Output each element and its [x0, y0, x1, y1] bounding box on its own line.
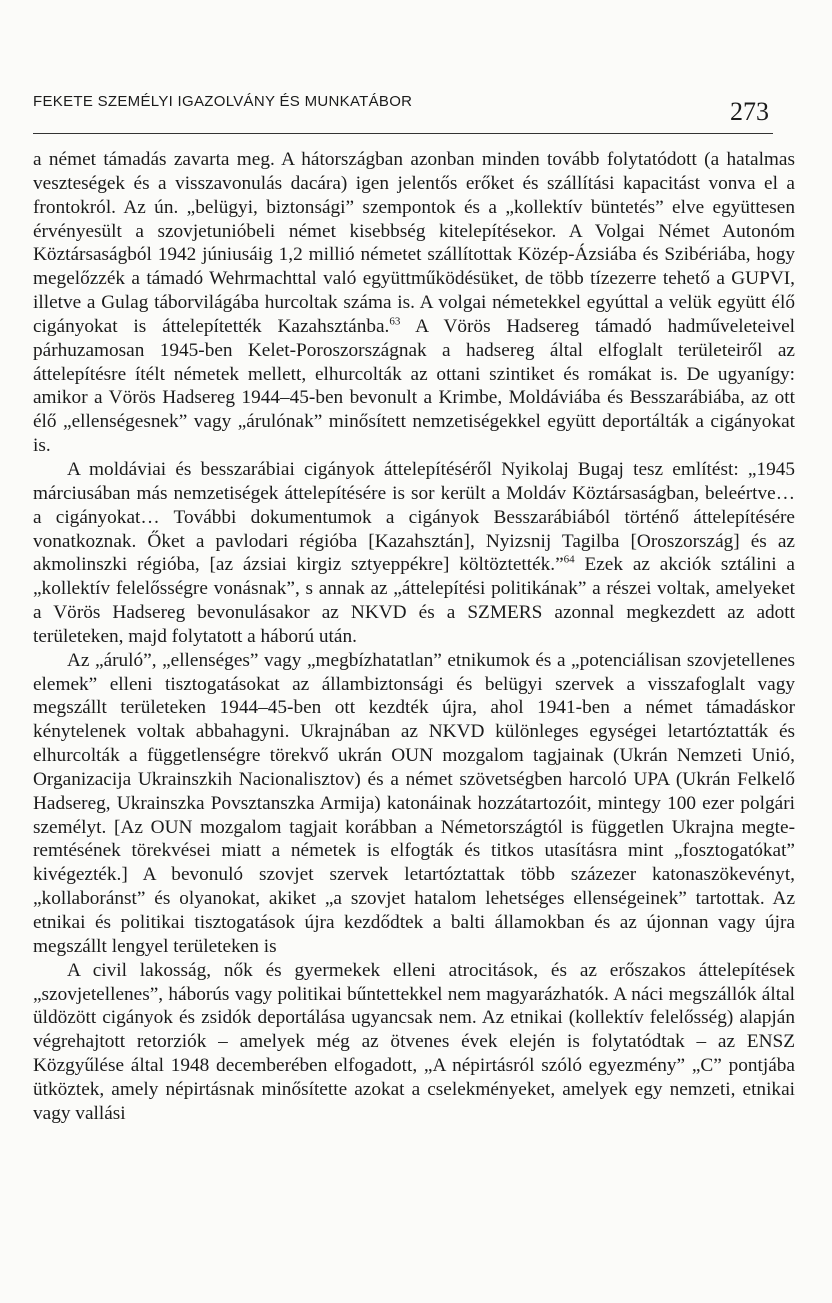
footnote-ref: 64: [563, 553, 575, 566]
running-header: [33, 93, 773, 134]
paragraph-text: A civil lakosság, nők és gyermekek elleni atrocitások, és az erőszakos áttelepítések „szovjetellenes”, háborús vagy politikai bűntettekkel nem magyarázhatók. A náci megszállók által üldözött cigányok és zsidók deportálása ugyancsak nem. Az etnikai (kollektív felelősség) alapján végrehajtott retorziók – amelyek még az ötvenes évek elején is folytatódtak – az ENSZ Közgyűlése által 1948 decemberében elfogadott, „A népirtásról szóló egyezmény” „C” pontjába ütköztek, amely népirtásnak minősítette azokat a cselekményeket, amelyek egy nemzeti, etnikai vagy vallási: [33, 959, 795, 1124]
running-title: FEKETE SZEMÉLYI IGAZOLVÁNY ÉS MUNKATÁBOR: [33, 93, 413, 110]
footnote-ref: 63: [389, 315, 401, 328]
paragraph: [33, 148, 795, 458]
paragraph-text: A Vörös Hadsereg támadó hadműveleteivel párhuzamosan 1945-ben Kelet-Poroszországnak a hadsereg által elfoglalt területeiről az áttelepítésre ítélt németek mellett, elhurcolták az ottani szintiket és romákat is. De ugyanígy: amikor a Vörös Hadsereg 1944–45-ben bevonult a Krimbe, Moldáviába és Besszarábiába, az ott élő „ellenségesnek” vagy „árulónak” minősített nemzetiségekkel együtt deportálták a cigányokat is.: [33, 315, 796, 457]
paragraph-text: Ezek az akciók sztálini a „kollektív felelősségre vonásnak”, s annak az „áttelepítési politikának” a részei voltak, amelyeket a Vörös Hadsereg bevonulásakor az NKVD és a SZMERS azonnal megkezdett az adott területeken, majd folytatott a háború után.: [33, 554, 795, 647]
paragraph-text: A moldáviai és besszarábiai cigányok áttelepítéséről Nyikolaj Bugaj tesz említést: „1945 márciusában más nemzetiségek áttelepítésére is sor került a Moldáv Köztársaságban, beleértve… a cigányokat… További dokumentumok a cigányok Besszarábiából történő áttelepítésére vonatkoznak. Őket a pavlodari régióba [Kazahsztán], Nyizsnij Tagilba [Oroszország] és az akmolinszki régióba, [az ázsiai kirgiz sztyeppékre] költöztették.”: [33, 458, 795, 576]
paragraph-text: a német támadás zavarta meg. A hátországban azonban minden tovább folytatódott (a hatalmas veszteségek és a visszavonulás dacára) igen jelentős erőket és szállítási kapacitást vonva el a frontokról. Az ún. „belügyi, biztonsági” szempontok és a „kollektív büntetés” elve együttesen érvényesült a szovjetunióbeli német kisebbség kitelepítésekor. A Volgai Német Autonóm Köztársaságból 1942 júniusáig 1,2 millió németet szállítottak Közép-Ázsiába és Szibériába, hogy megelőzzék a támadó Wehrmachttal való együttműködésüket, de több tízezerre tehető a GUPVI, illetve a Gulag táborvilágába hurcoltak száma is. A volgai németekkel egyúttal a velük együtt élő cigányokat is áttelepítették Kazahsztánba.: [33, 149, 795, 337]
body-text: [33, 148, 795, 1126]
paragraph: [33, 458, 795, 649]
paragraph: [33, 649, 795, 959]
paragraph: [33, 959, 795, 1126]
paragraph-text: Az „áruló”, „ellenséges” vagy „megbízhatatlan” etnikumok és a „potenciálisan szovjetellenes elemek” elleni tisztogatásokat az állambiztonsági és belügyi szervek a visszafoglalt vagy megszállt területeken 1944–45-ben ott kezdték újra, ahol 1941-ben a német támadáskor kénytelenek voltak abbahagyni. Ukrajnában az NKVD különleges egységei letartóztatták és elhurcolták a függetlenségre törekvő ukrán OUN mozgalom tagjainak (Ukrán Nemzeti Unió, Organizacija Ukrainszkih Nacionalisztov) és a német szövetségben harcoló UPA (Ukrán Felkelő Hadsereg, Ukrainszka Povsztanszka Armija) katonáinak hozzátartozóit, mintegy 100 ezer polgári személyt. [Az OUN mozgalom tagjait korábban a Németországtól is független Ukrajna megteremtésének törekvései miatt a németek is elfogták és titkos utasításra mint „fosztogatókat” kivégezték.] A bevonuló szovjet szervek letartóztattak több százezer katonaszökevényt, „kollaboránst” és olyanokat, akiket „a szovjet hatalom lehetséges ellenségeinek” tartottak. Az etnikai és politikai tisztogatások újra kezdődtek a balti államokban és az újonnan vagy újra megszállt lengyel területeken is: [33, 649, 795, 957]
page-number: 273: [730, 97, 769, 126]
